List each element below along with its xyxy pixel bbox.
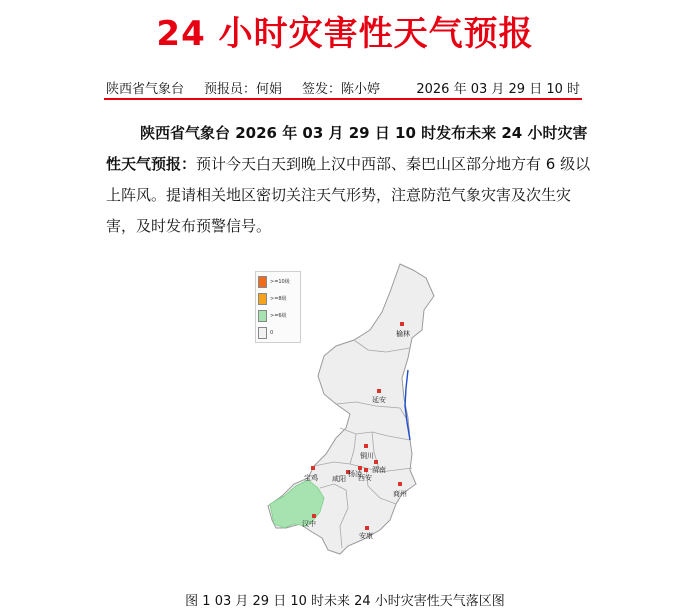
city-marker [364,444,368,448]
city-label-yanan: 延安 [372,396,386,404]
legend-label: >=8级 [270,296,287,302]
city-marker [312,514,316,518]
city-label-weinan: 渭南 [372,466,386,474]
city-label-tongchuan: 铜川 [360,452,374,460]
city-label-yulin: 榆林 [396,330,410,338]
header-info [106,77,580,97]
legend-label: >=10级 [270,279,290,285]
page-title: 24 小时灾害性天气预报 [156,14,534,54]
city-label-baoji: 宝鸡 [304,474,318,482]
agency-name: 陕西省气象台 [106,82,185,97]
city-marker [400,322,404,326]
city-label-hanzhong: 汉中 [302,520,316,528]
city-label-xian: 西安 [358,474,372,482]
issue-datetime: 2026 年 03 月 29 日 10 时 [416,82,580,97]
city-marker [377,389,381,393]
city-marker [311,466,315,470]
city-label-shangzhou: 商州 [393,490,407,498]
city-marker [374,460,378,464]
legend-label: >=6级 [270,313,287,319]
city-label-yangling: 杨凌 [348,470,362,478]
forecaster-name: 预报员：何娟 [204,82,283,97]
city-marker [364,468,368,472]
shaanxi-map [250,258,460,558]
city-marker [365,526,369,530]
city-marker [398,482,402,486]
signer-name: 签发：陈小婷 [302,82,381,97]
forecast-text: 预计今天白天到晚上汉中西部、秦巴山区部分地方有 6 级以上阵风。提请相关地区密切关注天气形势，注意防范气象灾害及次生灾害，及时发布预警信号。 [106,155,591,235]
figure-caption: 图 1 03 月 29 日 10 时未来 24 小时灾害性天气落区图 [185,594,505,609]
forecast-lead: 陕西省气象台 2026 年 03 月 29 日 10 时发布未来 24 小时灾害性天气预报： [106,124,588,173]
legend-label: 0 [270,329,274,336]
header-divider [104,98,582,100]
forecast-paragraph [106,118,592,242]
city-label-ankang: 安康 [359,532,373,540]
city-label-xianyang: 咸阳 [332,475,346,483]
